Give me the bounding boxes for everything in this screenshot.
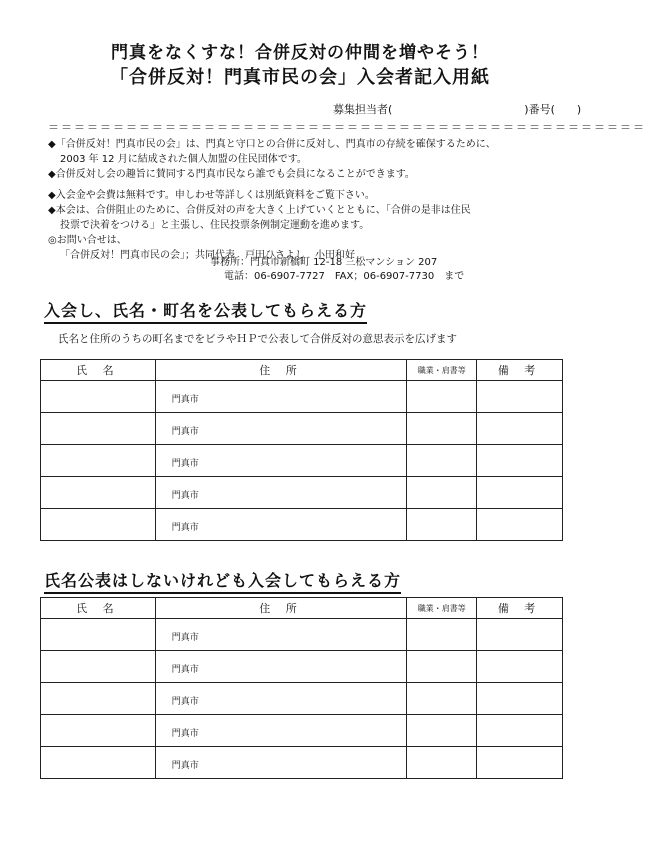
table-row [41, 747, 563, 779]
remarks-cell[interactable] [477, 413, 563, 445]
table-row [41, 413, 563, 445]
address-cell[interactable] [155, 509, 406, 541]
name-cell[interactable] [41, 413, 156, 445]
address-prefix: 門真市 [171, 427, 199, 437]
separator-line: ＝＝＝＝＝＝＝＝＝＝＝＝＝＝＝＝＝＝＝＝＝＝＝＝＝＝＝＝＝＝＝＝＝＝＝＝＝＝＝＝＝＝＝＝＝＝ [48, 121, 646, 134]
name-cell[interactable] [41, 747, 156, 779]
members-table-public [40, 359, 563, 541]
col-name: 氏 名 [41, 598, 156, 619]
address-cell[interactable] [155, 413, 406, 445]
section2-title: 氏名公表はしないけれども入会してもらえる方 [44, 568, 401, 594]
recruiter-label: 募集担当者( [333, 103, 393, 116]
section1-desc: 氏名と住所のうちの町名までをビラやＨＰで公表して合併反対の意思表示を広げます [58, 333, 457, 345]
address-cell[interactable] [155, 683, 406, 715]
name-cell[interactable] [41, 477, 156, 509]
occupation-cell[interactable] [407, 477, 477, 509]
remarks-cell[interactable] [477, 445, 563, 477]
occupation-cell[interactable] [407, 715, 477, 747]
table-row [41, 651, 563, 683]
address-prefix: 門真市 [171, 523, 199, 533]
name-cell[interactable] [41, 445, 156, 477]
address-cell[interactable] [155, 651, 406, 683]
info-p4: ◆本会は、合併阻止のために、合併反対の声を大きく上げていくとともに、「合併の是非は住民 [48, 205, 471, 216]
recruiter-close: )番号( [524, 103, 555, 116]
address-prefix: 門真市 [171, 395, 199, 405]
remarks-cell[interactable] [477, 715, 563, 747]
recruiter-line [333, 101, 581, 117]
table-row [41, 477, 563, 509]
name-cell[interactable] [41, 381, 156, 413]
name-cell[interactable] [41, 715, 156, 747]
address-cell[interactable] [155, 715, 406, 747]
info-p1: ◆「合併反対！門真市民の会」は、門真と守口との合併に反対し、門真市の存続を確保するために、 [48, 139, 496, 150]
section1-title: 入会し、氏名・町名を公表してもらえる方 [44, 298, 367, 324]
occupation-cell[interactable] [407, 683, 477, 715]
occupation-cell[interactable] [407, 413, 477, 445]
table-row [41, 619, 563, 651]
address-prefix: 門真市 [171, 697, 199, 707]
occupation-cell[interactable] [407, 619, 477, 651]
name-cell[interactable] [41, 619, 156, 651]
info-p5: ◎お問い合せは、 [48, 235, 127, 246]
table-row [41, 683, 563, 715]
info-block [48, 137, 568, 182]
occupation-cell[interactable] [407, 445, 477, 477]
remarks-cell[interactable] [477, 619, 563, 651]
address-prefix: 門真市 [171, 491, 199, 501]
number-close: ) [576, 103, 582, 116]
occupation-cell[interactable] [407, 509, 477, 541]
office-phone: 電話：06-6907-7727 FAX；06-6907-7730 まで [224, 271, 465, 282]
info-p2: ◆合併反対し会の趣旨に賛同する門真市民なら誰でも会員になることができます。 [48, 169, 415, 180]
table-row [41, 509, 563, 541]
info-p6: 「合併反対！門真市民の会」；共同代表 戸田ひさよし 小田和好 [60, 250, 355, 261]
address-cell[interactable] [155, 381, 406, 413]
members-table-private [40, 597, 563, 779]
address-prefix: 門真市 [171, 459, 199, 469]
info-block-2 [48, 188, 568, 263]
address-cell[interactable] [155, 747, 406, 779]
address-cell[interactable] [155, 445, 406, 477]
occupation-cell[interactable] [407, 381, 477, 413]
col-remarks: 備 考 [477, 598, 563, 619]
title-line-2: 「合併反対！門真市民の会」入会者記入用紙 [110, 67, 490, 88]
office-address: 事務所：門真市新橋町 12-18 三松マンション 207 [210, 257, 438, 268]
address-cell[interactable] [155, 619, 406, 651]
title-line-1: 門真をなくすな！合併反対の仲間を増やそう！ [111, 43, 489, 63]
remarks-cell[interactable] [477, 683, 563, 715]
name-cell[interactable] [41, 683, 156, 715]
col-address: 住 所 [155, 598, 406, 619]
col-occupation: 職業・肩書等 [407, 360, 477, 381]
remarks-cell[interactable] [477, 509, 563, 541]
name-cell[interactable] [41, 509, 156, 541]
remarks-cell[interactable] [477, 651, 563, 683]
remarks-cell[interactable] [477, 381, 563, 413]
address-prefix: 門真市 [171, 761, 199, 771]
info-p4b: 投票で決着をつける」と主張し、住民投票条例制定運動を進めます。 [60, 220, 370, 231]
remarks-cell[interactable] [477, 477, 563, 509]
table-row [41, 715, 563, 747]
col-name: 氏 名 [41, 360, 156, 381]
address-cell[interactable] [155, 477, 406, 509]
table-row [41, 445, 563, 477]
occupation-cell[interactable] [407, 747, 477, 779]
info-p1b: 2003 年 12 月に結成された個人加盟の住民団体です。 [60, 154, 307, 165]
occupation-cell[interactable] [407, 651, 477, 683]
table-row [41, 381, 563, 413]
address-prefix: 門真市 [171, 665, 199, 675]
remarks-cell[interactable] [477, 747, 563, 779]
address-prefix: 門真市 [171, 729, 199, 739]
info-p3: ◆入会金や会費は無料です。申しわせ等詳しくは別紙資料をご覧下さい。 [48, 190, 375, 201]
col-remarks: 備 考 [477, 360, 563, 381]
col-address: 住 所 [155, 360, 406, 381]
col-occupation: 職業・肩書等 [407, 598, 477, 619]
address-prefix: 門真市 [171, 633, 199, 643]
name-cell[interactable] [41, 651, 156, 683]
